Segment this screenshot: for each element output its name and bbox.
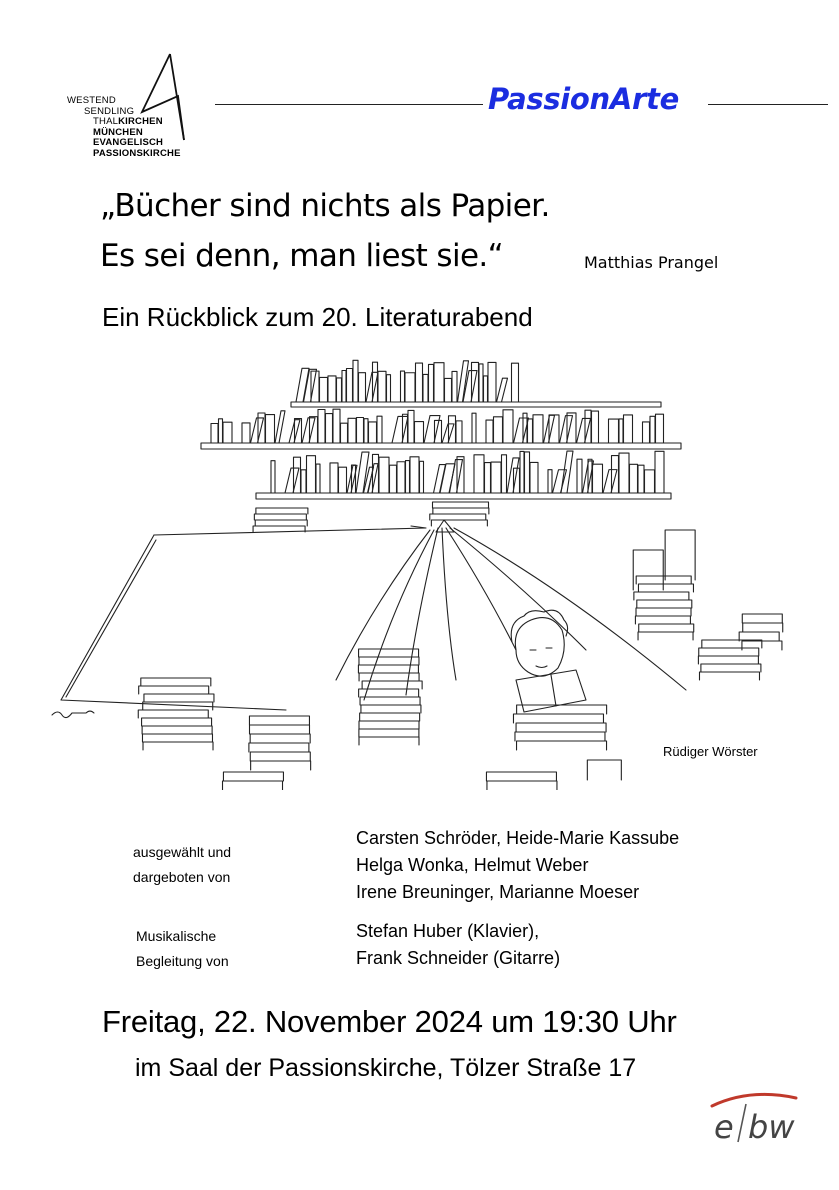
shelf-book-sketch — [619, 419, 623, 443]
shelf-book-sketch — [397, 462, 405, 493]
ebw-letters-bw: bw — [748, 1108, 795, 1146]
shelf-book-sketch — [379, 457, 389, 493]
shelf-book-sketch — [488, 362, 496, 402]
shelf-book-sketch — [503, 410, 513, 443]
stacked-book-sketch — [139, 686, 209, 694]
stacked-book-sketch — [249, 716, 309, 725]
logo-line-evangelisch: EVANGELISCH — [93, 137, 164, 148]
stacked-book-sketch — [251, 761, 311, 770]
shelf-book-sketch — [211, 424, 218, 443]
shelf-book-sketch — [364, 419, 368, 443]
shelf-book-sketch — [560, 416, 573, 443]
shelf-book-sketch — [271, 461, 275, 493]
stacked-book-sketch — [361, 705, 421, 713]
stacked-book-sketch — [486, 772, 556, 781]
shelf-book-sketch — [387, 375, 391, 402]
shelf-book-sketch — [528, 419, 533, 443]
stacked-book-sketch — [250, 725, 310, 734]
logo-text — [64, 96, 181, 159]
stacked-book-sketch — [638, 584, 693, 592]
shelf-book-sketch — [553, 470, 567, 493]
shelf-book-sketch — [592, 411, 599, 443]
stacked-book-sketch — [362, 681, 422, 689]
shelf-book-sketch — [434, 465, 446, 493]
shelf-book-sketch — [251, 418, 264, 443]
shelf-book-sketch — [630, 464, 638, 493]
shelf-book-sketch — [577, 418, 591, 443]
shelf-book-sketch — [638, 465, 644, 493]
stacked-book-sketch — [698, 656, 758, 664]
quote-author: Matthias Prangel — [584, 253, 719, 272]
stacked-book-sketch — [250, 752, 310, 761]
ebw-logo — [700, 1086, 800, 1146]
shelf-book-sketch — [392, 416, 408, 443]
logo-line-sendling: SENDLING — [84, 105, 135, 117]
music-label-line-2: Begleitung von — [136, 953, 229, 969]
shelf-book-sketch — [295, 419, 302, 443]
stacked-book-sketch — [360, 713, 420, 721]
stacked-book-sketch — [142, 734, 212, 742]
page-subtitle: Ein Rückblick zum 20. Literaturabend — [102, 302, 533, 332]
logo-line-kirchen: KIRCHEN — [118, 116, 163, 127]
event-venue: im Saal der Passionskirche, Tölzer Straße 17 — [135, 1054, 637, 1082]
shelf-book-sketch — [533, 415, 543, 443]
brand-title: PassionArte — [488, 82, 679, 116]
stacked-book-sketch — [256, 508, 308, 514]
shelf-book-sketch — [416, 363, 423, 402]
shelf-book-sketch — [603, 470, 617, 493]
stacked-book-sketch — [515, 732, 605, 741]
stacked-book-sketch — [144, 694, 214, 702]
performers-line-2: Helga Wonka, Helmut Weber — [356, 855, 589, 875]
shelf-book-sketch — [337, 378, 342, 402]
shelf-book-sketch — [310, 417, 318, 443]
shelf-book-sketch — [593, 464, 603, 493]
stacked-book-sketch — [701, 664, 761, 672]
stacked-book-sketch — [635, 616, 690, 624]
stacked-book-sketch — [699, 672, 759, 680]
shelf-book-sketch — [330, 463, 338, 493]
shelf-book-sketch — [275, 411, 285, 443]
header-rule-right — [708, 104, 828, 105]
logo-line-passionskirche: PASSIONSKIRCHE — [93, 147, 181, 159]
stacked-book-sketch — [513, 714, 603, 723]
shelf-book-sketch — [645, 470, 655, 493]
shelf-book-sketch — [497, 378, 508, 402]
stacked-book-sketch — [250, 734, 310, 743]
musician-line-1: Stefan Huber (Klavier), — [356, 921, 540, 941]
shelf-book-sketch — [405, 373, 415, 402]
shelf-book-sketch — [434, 363, 444, 402]
shelf-book-sketch — [472, 413, 476, 443]
stacked-book-sketch — [699, 648, 759, 656]
shelf-book-sketch — [378, 371, 386, 402]
shelf-book-sketch — [420, 461, 424, 493]
shelf-book-sketch — [401, 371, 405, 402]
stacked-book-sketch — [142, 718, 212, 726]
performers-line-3: Irene Breuninger, Marianne Moeser — [356, 882, 640, 902]
book-tent-illustration — [46, 350, 796, 790]
shelf-book-sketch — [450, 460, 463, 493]
shelf-book-sketch — [356, 452, 369, 493]
shelf-book-sketch — [415, 422, 424, 443]
quote-line-2: Es sei denn, man liest sie.“ — [100, 238, 504, 274]
shelf-book-sketch — [567, 413, 576, 443]
musicians-list — [356, 918, 560, 972]
performers-label-line-2: dargeboten von — [133, 869, 231, 885]
shelf-book-sketch — [445, 378, 452, 402]
shelf-book-sketch — [520, 451, 524, 493]
stacked-book-sketch — [634, 592, 689, 600]
stacked-book-sketch — [359, 721, 419, 729]
shelf-book-sketch — [479, 364, 483, 402]
shelf-book-sketch — [485, 463, 491, 493]
shelf-book-sketch — [530, 462, 538, 493]
shelf-book-sketch — [223, 422, 232, 443]
stacked-book-sketch — [636, 608, 691, 616]
shelf-book-sketch — [316, 464, 320, 493]
shelf-book-sketch — [266, 415, 275, 443]
stacked-book-sketch — [487, 781, 557, 790]
stacked-book-sketch — [516, 723, 606, 732]
stacked-book-sketch — [517, 741, 607, 750]
shelf-book-sketch — [328, 376, 336, 402]
shelf-book-sketch — [577, 459, 582, 493]
event-date: Freitag, 22. November 2024 um 19:30 Uhr — [102, 1004, 677, 1039]
performers-label-line-1: ausgewählt und — [133, 844, 232, 860]
church-logo — [64, 50, 212, 162]
stacked-book-sketch — [359, 649, 419, 657]
shelf-book-sketch — [359, 373, 366, 402]
shelf-book-sketch — [456, 421, 462, 443]
shelf-book-sketch — [486, 420, 493, 443]
ebw-letter-e: e — [714, 1108, 734, 1146]
shelf-book-sketch — [390, 465, 397, 493]
stacked-book-sketch — [223, 781, 283, 790]
stacked-book-sketch — [138, 710, 208, 718]
music-label-line-1: Musikalische — [136, 928, 217, 944]
shelf-book-sketch — [347, 368, 353, 402]
shelf-book-sketch — [320, 377, 328, 402]
shelf-book-sketch — [514, 418, 529, 443]
stacked-book-sketch — [587, 760, 621, 780]
shelf-book-sketch — [650, 416, 655, 443]
shelf-book-sketch — [333, 409, 340, 443]
shelf-book-sketch — [429, 364, 434, 402]
shelf-book-sketch — [369, 422, 377, 443]
logo-line-westend: WESTEND — [67, 95, 116, 106]
shelf-book-sketch — [457, 457, 464, 493]
stacked-book-sketch — [360, 697, 420, 705]
stacked-book-sketch — [431, 520, 487, 526]
shelf-book-sketch — [624, 415, 633, 443]
logo-line-thal: THAL — [93, 116, 119, 127]
performers-line-1: Carsten Schröder, Heide-Marie Kassube — [356, 828, 680, 848]
shelf-book-sketch — [561, 451, 573, 493]
shelf-book-sketch — [491, 462, 501, 493]
shelf-book-sketch — [377, 416, 382, 443]
shelf-book-sketch — [342, 371, 346, 402]
stacked-book-sketch — [254, 514, 306, 520]
shelf-books-drawing — [211, 360, 664, 493]
stacked-book-sketch — [359, 729, 419, 737]
stacked-book-sketch — [433, 502, 489, 508]
shelf-book-sketch — [424, 416, 440, 443]
shelf-book-sketch — [353, 360, 358, 402]
shelf-book-sketch — [339, 467, 347, 493]
logo-line-muenchen: MÜNCHEN — [93, 126, 143, 138]
shelf-book-sketch — [452, 371, 457, 402]
shelf-book-sketch — [656, 414, 664, 443]
stacked-book-sketch — [359, 657, 419, 665]
shelf-book-sketch — [318, 410, 325, 443]
shelf-book-sketch — [326, 414, 333, 443]
stacked-book-sketch — [249, 743, 309, 752]
performers-list — [356, 825, 679, 906]
shelf-book-sketch — [357, 418, 364, 443]
shelf-book-sketch — [484, 376, 488, 402]
shelf-book-sketch — [494, 417, 503, 443]
shelf-book-sketch — [341, 423, 348, 443]
header-rule-left — [215, 104, 483, 105]
stacked-book-sketch — [743, 623, 783, 632]
reading-child-drawing — [511, 610, 586, 712]
shelf-book-sketch — [525, 452, 530, 493]
stacked-book-sketch — [517, 705, 607, 714]
stacked-book-sketch — [359, 673, 419, 681]
stacked-book-sketch — [359, 689, 419, 697]
shelf-book-sketch — [285, 468, 299, 493]
shelf-book-sketch — [655, 451, 664, 493]
ebw-swoosh-icon — [712, 1094, 796, 1106]
stacked-book-sketch — [665, 530, 695, 580]
shelf-book-sketch — [301, 470, 306, 493]
stacked-book-sketch — [255, 520, 307, 526]
shelf-book-sketch — [609, 419, 619, 443]
stacked-book-sketch — [142, 726, 212, 734]
stacked-book-sketch — [637, 600, 692, 608]
shelf-book-sketch — [474, 455, 484, 493]
shelf-book-sketch — [512, 363, 519, 402]
shelf-book-sketch — [619, 453, 629, 493]
shelf-book-sketch — [302, 418, 315, 443]
stacked-book-sketch — [359, 737, 419, 745]
stacked-book-sketch — [223, 772, 283, 781]
music-label — [136, 924, 229, 974]
stacked-book-sketch — [143, 742, 213, 750]
performers-label — [133, 840, 231, 890]
shelf-book-sketch — [348, 418, 356, 443]
illustration-artist: Rüdiger Wörster — [663, 744, 758, 759]
shelf-book-sketch — [410, 457, 419, 493]
shelf-book-sketch — [408, 410, 414, 443]
stacked-book-sketch — [639, 624, 694, 632]
shelf-book-sketch — [643, 422, 650, 443]
shelf-book-sketch — [548, 470, 552, 493]
stacked-book-sketch — [433, 508, 489, 514]
shelf-book-sketch — [406, 461, 410, 493]
shelf-book-sketch — [423, 374, 428, 402]
stacked-book-sketch — [742, 614, 782, 623]
shelf-book-sketch — [242, 423, 250, 443]
musician-line-2: Frank Schneider (Gitarre) — [356, 948, 561, 968]
shelf-book-sketch — [307, 456, 316, 493]
shelf-book-sketch — [219, 419, 223, 443]
stacked-book-sketch — [430, 514, 486, 520]
stacked-book-sketch — [638, 632, 693, 640]
ebw-slash-icon — [738, 1104, 746, 1142]
quote-line-1: „Bücher sind nichts als Papier. — [100, 188, 550, 224]
shelf-book-sketch — [502, 455, 507, 493]
artist-signature-scribble — [52, 711, 94, 718]
stacked-book-sketch — [141, 678, 211, 686]
